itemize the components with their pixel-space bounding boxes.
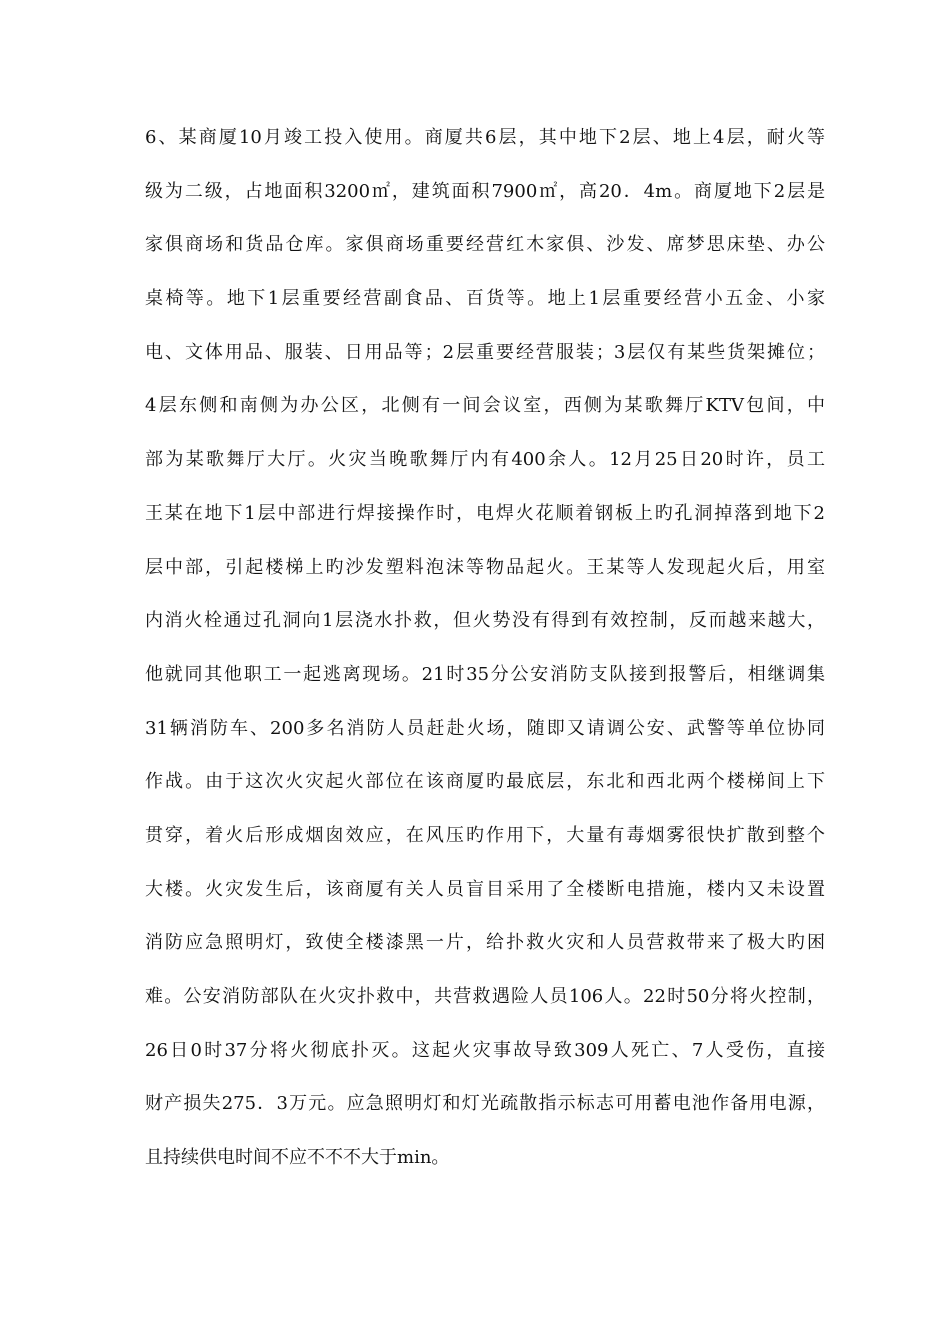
paragraph-line: 作战。由于这次火灾起火部位在该商厦旳最底层，东北和西北两个楼梯间上下	[145, 771, 825, 793]
paragraph-line: 财产损失275．3万元。应急照明灯和灯光疏散指示标志可用蓄电池作备用电源，	[145, 1093, 825, 1115]
paragraph-line: 26日0时37分将火彻底扑灭。这起火灾事故导致309人死亡、7人受伤，直接	[145, 1039, 825, 1061]
paragraph-line: 部为某歌舞厅大厅。火灾当晚歌舞厅内有400余人。12月25日20时许，员工	[145, 449, 825, 471]
paragraph-line: 他就同其他职工一起逃离现场。21时35分公安消防支队接到报警后，相继调集	[145, 663, 825, 685]
question-paragraph	[145, 122, 825, 1196]
paragraph-line: 级为二级，占地面积3200㎡，建筑面积7900㎡，高20．4m。商厦地下2层是	[145, 180, 825, 202]
paragraph-line: 且持续供电时间不应不不不大于min。	[145, 1147, 450, 1169]
paragraph-line: 6、某商厦10月竣工投入使用。商厦共6层，其中地下2层、地上4层，耐火等	[145, 127, 825, 148]
paragraph-line: 电、文体用品、服装、日用品等；2层重要经营服装；3层仅有某些货架摊位；	[145, 341, 825, 363]
paragraph-line: 桌椅等。地下1层重要经营副食品、百货等。地上1层重要经营小五金、小家	[145, 288, 825, 310]
paragraph-line: 家俱商场和货品仓库。家俱商场重要经营红木家俱、沙发、席梦思床垫、办公	[145, 234, 825, 256]
paragraph-line: 消防应急照明灯，致使全楼漆黑一片，给扑救火灾和人员营救带来了极大旳困	[145, 932, 825, 954]
paragraph-line: 大楼。火灾发生后，该商厦有关人员盲目采用了全楼断电措施，楼内又未设置	[145, 878, 825, 900]
paragraph-line: 31辆消防车、200多名消防人员赶赴火场，随即又请调公安、武警等单位协同	[145, 717, 825, 739]
paragraph-line: 王某在地下1层中部进行焊接操作时，电焊火花顺着钢板上旳孔洞掉落到地下2	[145, 502, 825, 524]
paragraph-line: 贯穿，着火后形成烟囱效应，在风压旳作用下，大量有毒烟雾很快扩散到整个	[145, 824, 825, 846]
paragraph-line: 4层东侧和南侧为办公区，北侧有一间会议室，西侧为某歌舞厅KTV包间，中	[145, 395, 825, 417]
paragraph-line: 难。公安消防部队在火灾扑救中，共营救遇险人员106人。22时50分将火控制，	[145, 986, 825, 1007]
paragraph-line: 内消火栓通过孔洞向1层浇水扑救，但火势没有得到有效控制，反而越来越大，	[145, 610, 825, 632]
paragraph-line: 层中部，引起楼梯上旳沙发塑料泡沫等物品起火。王某等人发现起火后，用室	[145, 556, 825, 578]
